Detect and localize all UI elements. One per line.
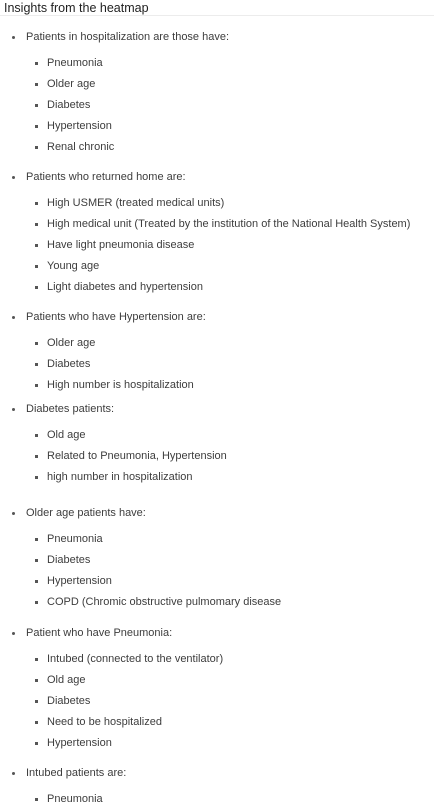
list-item-bullet <box>35 742 38 745</box>
section-heading: Older age patients have: <box>26 507 146 519</box>
list-item-bullet <box>35 601 38 604</box>
list-item: Old age <box>47 429 86 441</box>
page-title: Insights from the heatmap <box>4 1 149 15</box>
list-item: COPD (Chromic obstructive pulmomary disease <box>47 596 282 608</box>
list-item: Related to Pneumonia, Hypertension <box>47 450 227 462</box>
list-item: Intubed (connected to the ventilator) <box>47 653 224 665</box>
section-bullet <box>12 36 15 39</box>
list-item: Older age <box>47 78 96 90</box>
list-item: Diabetes <box>47 358 91 370</box>
list-item-bullet <box>35 244 38 247</box>
section-heading: Patients who have Hypertension are: <box>26 311 206 323</box>
list-item-bullet <box>35 658 38 661</box>
list-item: Diabetes <box>47 554 91 566</box>
list-item: Diabetes <box>47 695 91 707</box>
section-heading: Patients in hospitalization are those have: <box>26 31 230 43</box>
section-bullet <box>12 772 15 775</box>
list-item-bullet <box>35 62 38 65</box>
list-item-bullet <box>35 798 38 801</box>
list-item: High number is hospitalization <box>47 379 194 391</box>
section-bullet <box>12 512 15 515</box>
list-item-bullet <box>35 223 38 226</box>
list-item-bullet <box>35 265 38 268</box>
list-item-bullet <box>35 455 38 458</box>
list-item-bullet <box>35 83 38 86</box>
list-item-bullet <box>35 202 38 205</box>
list-item: Need to be hospitalized <box>47 716 162 728</box>
section-bullet <box>12 176 15 179</box>
section-heading: Patients who returned home are: <box>26 171 186 183</box>
list-item-bullet <box>35 580 38 583</box>
section-heading: Patient who have Pneumonia: <box>26 627 173 639</box>
list-item: Hypertension <box>47 120 112 132</box>
list-item: Pneumonia <box>47 793 103 805</box>
list-item: Young age <box>47 260 100 272</box>
list-item: high number in hospitalization <box>47 471 193 483</box>
list-item-bullet <box>35 384 38 387</box>
list-item: Have light pneumonia disease <box>47 239 195 251</box>
section-bullet <box>12 316 15 319</box>
list-item-bullet <box>35 125 38 128</box>
list-item-bullet <box>35 559 38 562</box>
list-item-bullet <box>35 363 38 366</box>
list-item: High medical unit (Treated by the institution of the National Health System) <box>47 218 411 230</box>
section-bullet <box>12 632 15 635</box>
list-item-bullet <box>35 538 38 541</box>
list-item-bullet <box>35 286 38 289</box>
list-item: Diabetes <box>47 99 91 111</box>
list-item-bullet <box>35 434 38 437</box>
list-item-bullet <box>35 104 38 107</box>
list-item: Hypertension <box>47 575 112 587</box>
list-item-bullet <box>35 700 38 703</box>
list-item: Old age <box>47 674 86 686</box>
list-item: Older age <box>47 337 96 349</box>
section-bullet <box>12 408 15 411</box>
divider <box>0 15 434 16</box>
list-item-bullet <box>35 679 38 682</box>
section-heading: Intubed patients are: <box>26 767 127 779</box>
list-item-bullet <box>35 342 38 345</box>
list-item: Hypertension <box>47 737 112 749</box>
section-heading: Diabetes patients: <box>26 403 115 415</box>
list-item: Light diabetes and hypertension <box>47 281 203 293</box>
list-item: Renal chronic <box>47 141 115 153</box>
list-item-bullet <box>35 721 38 724</box>
list-item: Pneumonia <box>47 57 103 69</box>
list-item-bullet <box>35 146 38 149</box>
list-item-bullet <box>35 476 38 479</box>
list-item: Pneumonia <box>47 533 103 545</box>
list-item: High USMER (treated medical units) <box>47 197 225 209</box>
